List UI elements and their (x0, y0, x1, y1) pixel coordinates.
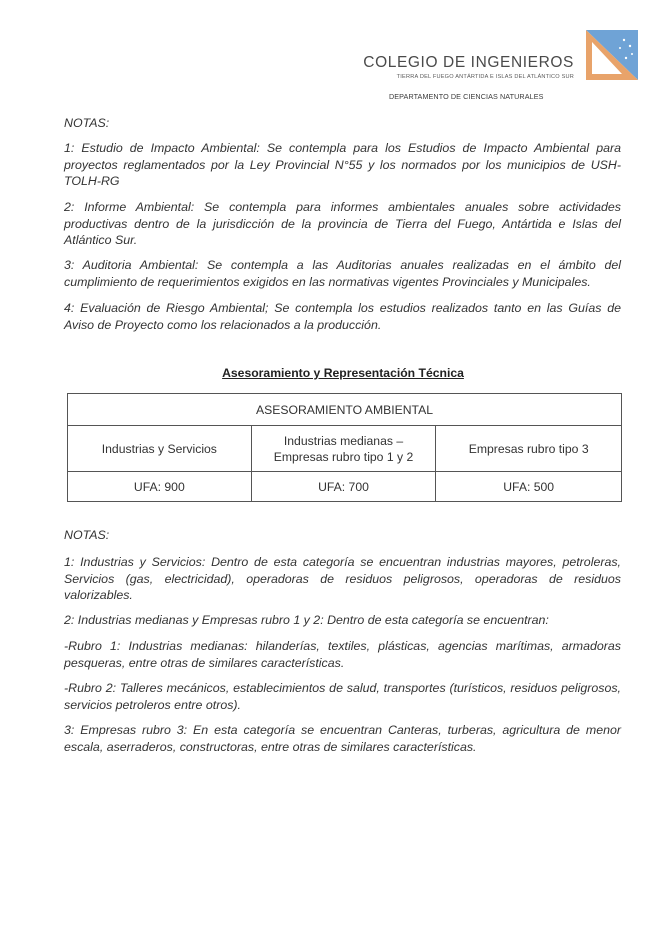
letterhead (274, 54, 574, 80)
note-item: 2: Industrias medianas y Empresas rubro 1 y 2: Dentro de esta categoría se encuentran: (64, 613, 549, 627)
table-cell: UFA: 900 (68, 472, 252, 502)
note-item: 3: Auditoria Ambiental: Se contempla a las Auditorias anuales realizadas en el ámbito del cumplimiento de requerimientos exigidos en las normativas vigentes Provinciales y Municipales. (64, 258, 621, 289)
note-item: -Rubro 2: Talleres mecánicos, establecimientos de salud, transportes (turísticos, residuos peligrosos, servicios petroleros entre otros). (64, 681, 621, 712)
section-title: Asesoramiento y Representación Técnica (222, 366, 464, 380)
table-column-header: Empresas rubro tipo 3 (436, 426, 622, 472)
fees-table (67, 393, 622, 502)
notes-heading: NOTAS: (64, 116, 110, 130)
college-logo-icon (586, 30, 638, 80)
column-header-line: Empresas rubro tipo 1 y 2 (273, 449, 414, 464)
table-cell: UFA: 700 (251, 472, 436, 502)
note-item: 1: Industrias y Servicios: Dentro de esta categoría se encuentran industrias mayores, petroleras, Servicios (gas, electricidad), operadoras de residuos peligrosos, operadoras de residuos valorizables. (64, 555, 621, 603)
note-item: 4: Evaluación de Riesgo Ambiental; Se contempla los estudios realizados tanto en las Guías de Aviso de Proyecto como los relacionados a la producción. (64, 301, 621, 332)
notes-heading: NOTAS: (64, 528, 110, 542)
table-cell: UFA: 500 (436, 472, 622, 502)
note-item: 3: Empresas rubro 3: En esta categoría se encuentran Canteras, turberas, agricultura de menor escala, aserraderos, constructoras, entre otras de similares características. (64, 723, 621, 754)
column-header-line: Industrias medianas – (283, 433, 404, 448)
table-column-header (251, 426, 436, 472)
department-name: DEPARTAMENTO DE CIENCIAS NATURALES (389, 92, 544, 101)
org-name: COLEGIO DE INGENIEROS (363, 54, 574, 71)
note-item: 2: Informe Ambiental: Se contempla para informes ambientales anuales sobre actividades productivas dentro de la jurisdicción de la provincia de Tierra del Fuego, Antártida e Islas del Atlántico Sur. (64, 200, 621, 248)
note-item: -Rubro 1: Industrias medianas: hilanderías, textiles, plásticas, agencias marítimas, armadoras pesqueras, entre otras de similares características. (64, 639, 621, 670)
org-subtitle: TIERRA DEL FUEGO ANTÁRTIDA E ISLAS DEL ATLÁNTICO SUR (396, 74, 574, 80)
table-header: ASESORAMIENTO AMBIENTAL (68, 394, 622, 426)
note-item: 1: Estudio de Impacto Ambiental: Se contempla para los Estudios de Impacto Ambiental para proyectos reglamentados por la Ley Provincial N°55 y los normados por los municipios de USH-TOLH-RG (64, 141, 621, 189)
table-column-header: Industrias y Servicios (68, 426, 252, 472)
